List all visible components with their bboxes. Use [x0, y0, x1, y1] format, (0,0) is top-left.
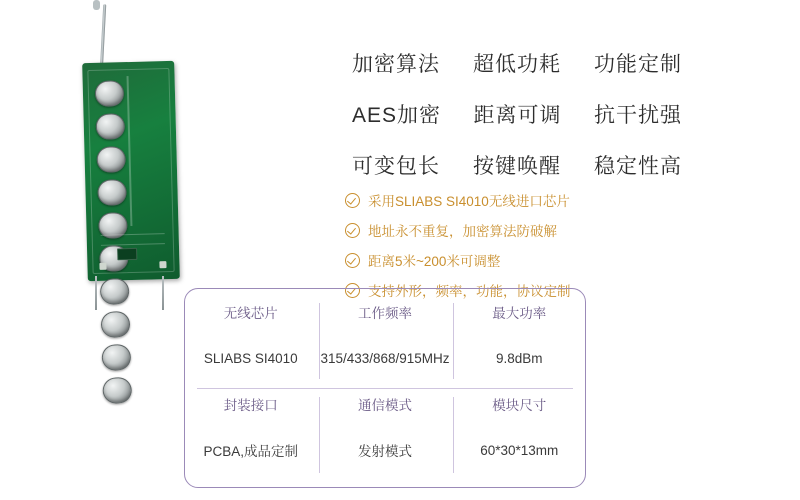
table-divider	[319, 397, 320, 473]
feature-headline-row	[352, 99, 682, 129]
pcb-pin	[95, 276, 97, 310]
bullet-label: 地址永不重复，加密算法防破解	[368, 224, 557, 239]
feature-headline-item: 按键唤醒	[473, 155, 561, 178]
table-divider	[319, 303, 320, 379]
pcb-button	[102, 344, 132, 371]
pcb-chip	[117, 248, 137, 261]
table-header-cell: 无线芯片	[223, 306, 278, 321]
antenna-tip-icon	[93, 0, 100, 10]
feature-headline-item: 距离可调	[473, 104, 562, 127]
check-circle-icon	[345, 253, 360, 268]
table-cell: 9.8dBm	[496, 350, 543, 366]
specification-table	[184, 288, 586, 488]
pcb-board	[82, 61, 180, 281]
table-header-cell: 最大功率	[492, 306, 547, 321]
check-circle-icon	[345, 193, 360, 208]
list-item	[345, 190, 675, 210]
feature-headline-block	[352, 48, 682, 201]
pcb-button	[97, 179, 127, 206]
table-header-cell: 封装接口	[223, 398, 278, 413]
bullet-label: 支持外形，频率，功能，协议定制	[368, 284, 571, 299]
product-image	[60, 0, 240, 320]
feature-headline-item: AES加密	[352, 104, 442, 127]
feature-headline-item: 加密算法	[352, 53, 440, 76]
table-divider	[453, 397, 454, 473]
pcb-pad	[159, 261, 166, 268]
pcb-button	[96, 146, 126, 173]
pcb-button	[100, 278, 130, 305]
feature-headline-item: 可变包长	[352, 155, 440, 178]
feature-headline-item: 超低功耗	[473, 53, 561, 76]
pcb-button-grid	[95, 79, 171, 404]
pcb-button	[101, 311, 131, 338]
feature-headline-item: 稳定性高	[594, 155, 682, 178]
table-cell: 60*30*13mm	[480, 442, 559, 458]
table-header-cell: 模块尺寸	[492, 398, 547, 413]
table-header-cell: 工作频率	[358, 306, 412, 321]
pcb-button	[95, 113, 125, 140]
feature-headline-row	[352, 150, 682, 180]
feature-headline-item: 功能定制	[594, 53, 682, 76]
list-item	[345, 250, 675, 270]
feature-headline-row	[352, 48, 682, 78]
table-cell: 发射模式	[358, 444, 412, 459]
check-circle-icon	[345, 223, 360, 238]
bullet-label: 采用SLIABS SI4010无线进口芯片	[368, 194, 570, 209]
pcb-button	[95, 80, 125, 107]
bullet-label: 距离5米~200米可调整	[368, 254, 501, 269]
pcb-button	[102, 377, 132, 404]
table-cell: 315/433/868/915MHz	[320, 350, 450, 366]
table-cell: PCBA,成品定制	[203, 444, 298, 459]
table-divider	[453, 303, 454, 379]
list-item	[345, 220, 675, 240]
table-divider	[197, 388, 573, 389]
pcb-pin	[162, 276, 164, 310]
table-header-cell: 通信模式	[358, 398, 412, 413]
feature-headline-item: 抗干扰强	[594, 104, 682, 127]
pcb-pad	[99, 263, 106, 270]
table-cell: SLIABS SI4010	[203, 350, 298, 366]
